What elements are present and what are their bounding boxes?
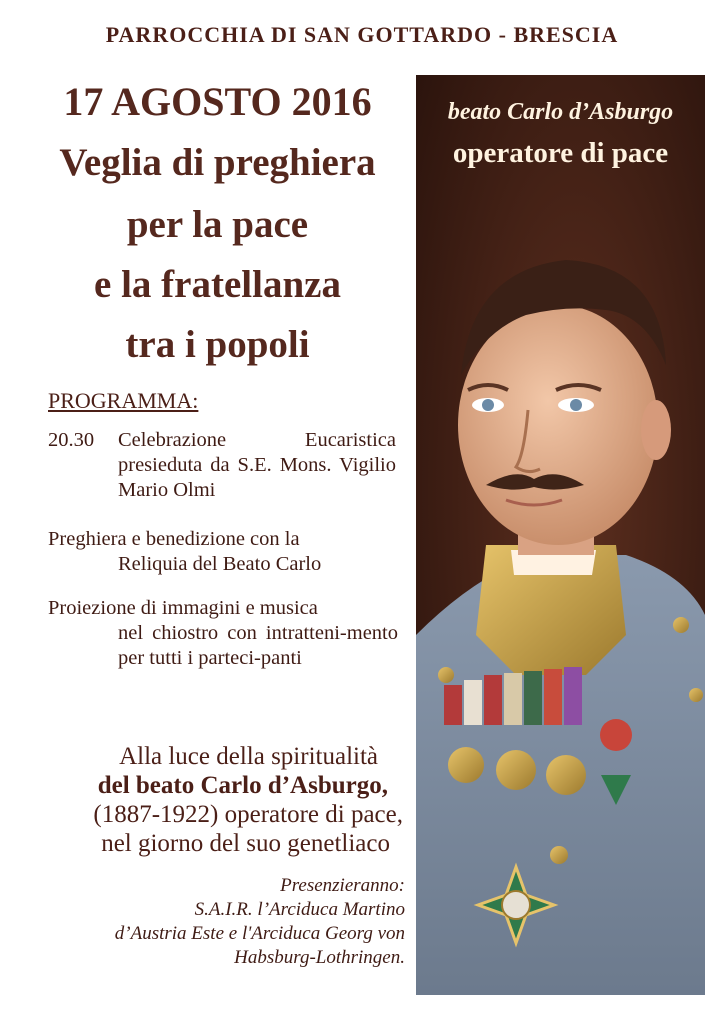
programma-heading: PROGRAMMA: — [48, 388, 199, 413]
attendees-line-1: S.A.I.R. l’Arciduca Martino — [194, 899, 405, 920]
program-time: 20.30 — [48, 429, 95, 451]
program-item-prayer-line1: Preghiera e benedizione con la — [48, 528, 300, 550]
parish-header: PARROCCHIA DI SAN GOTTARDO - BRESCIA — [105, 22, 619, 47]
program-item-prayer-line2: Reliquia del Beato Carlo — [118, 553, 322, 575]
program-item-celebration: Celebrazione Eucaristica presieduta da S.E. Mons. Vigilio Mario Olmi — [118, 429, 396, 501]
closing-line-4: nel giorno del suo genetliaco — [101, 830, 390, 857]
panel-title-bold: operatore di pace — [452, 137, 669, 169]
event-title-line-3: e la fratellanza — [94, 263, 341, 306]
closing-line-3: (1887-1922) operatore di pace, — [93, 801, 403, 828]
attendees-line-3: Habsburg-Lothringen. — [234, 947, 405, 968]
program-item-projection-line1: Proiezione di immagini e musica — [48, 597, 318, 619]
portrait-image — [416, 75, 705, 995]
closing-line-2: del beato Carlo d’Asburgo, — [97, 772, 388, 799]
program-item-prayer — [48, 527, 398, 577]
event-title-line-4: tra i popoli — [125, 323, 310, 366]
event-title-line-2: per la pace — [126, 203, 309, 246]
closing-line-1: Alla luce della spiritualità — [119, 743, 378, 770]
panel-title-italic: beato Carlo d’Asburgo — [447, 99, 674, 125]
program-item-projection — [48, 596, 398, 671]
event-title-line-1: Veglia di preghiera — [59, 141, 376, 184]
portrait-panel — [416, 75, 705, 995]
attendees-line-2: d’Austria Este e l'Arciduca Georg von — [114, 923, 405, 944]
program-item-projection-rest: nel chiostro con intratteni-mento per tutti i parteci-panti — [118, 622, 398, 669]
attendees-heading: Presenzieranno: — [280, 875, 405, 896]
event-date: 17 AGOSTO 2016 — [63, 79, 372, 124]
